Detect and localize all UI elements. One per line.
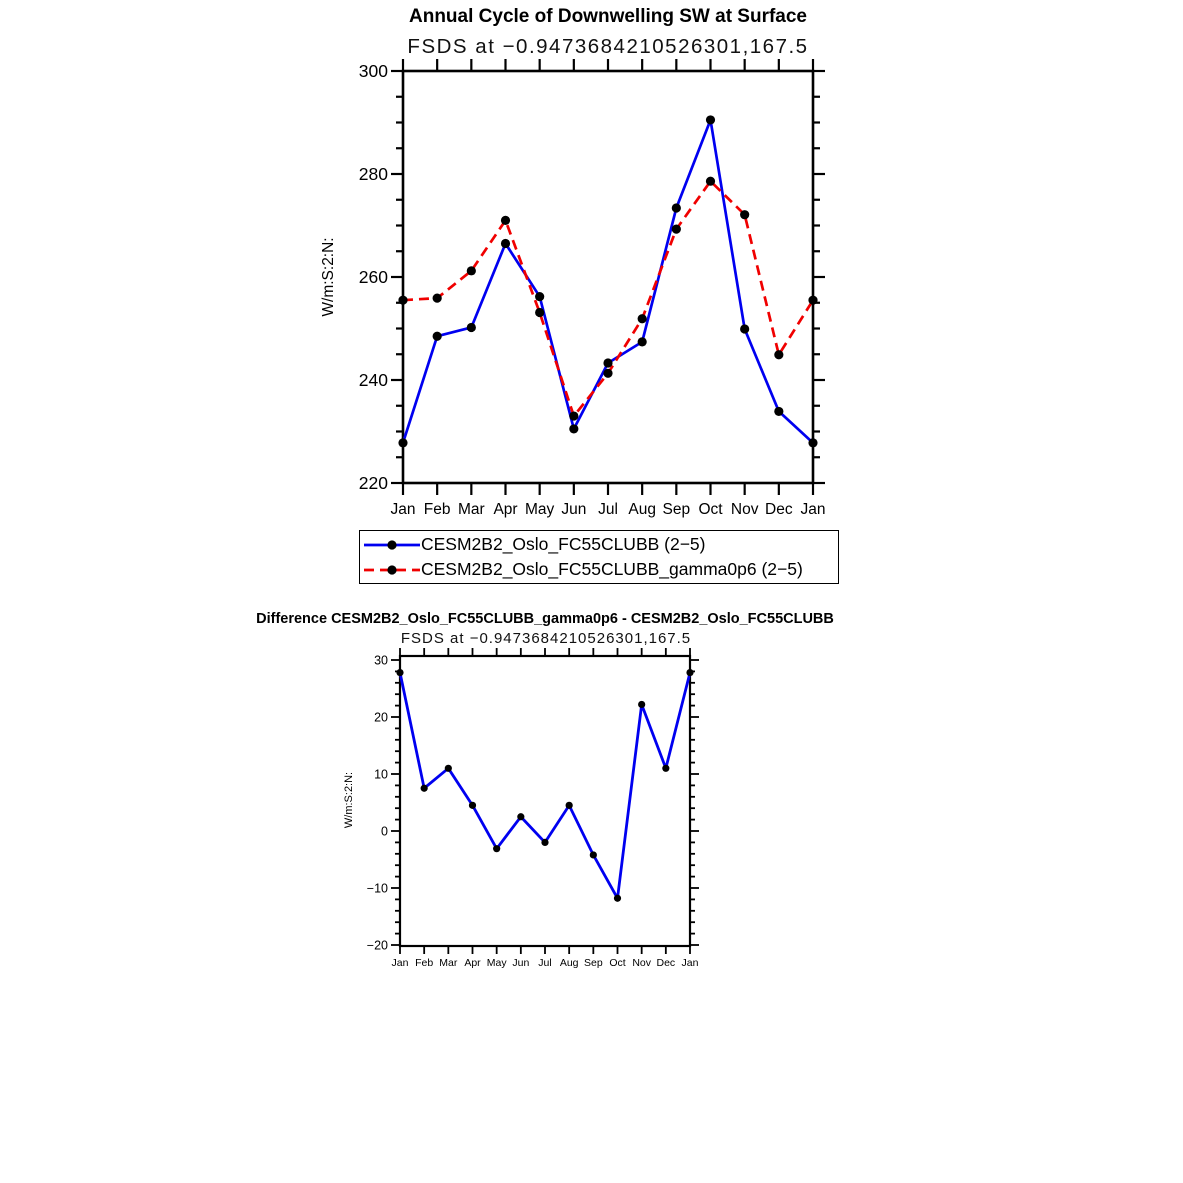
legend-label-1: CESM2B2_Oslo_FC55CLUBB (2−5)	[421, 534, 706, 554]
y-tick-label: 10	[374, 767, 388, 782]
month-tick-label: May	[525, 501, 555, 518]
data-point-marker-0	[445, 765, 452, 772]
data-point-marker-0	[396, 669, 403, 676]
legend	[359, 530, 839, 584]
y-tick-label: 0	[381, 824, 388, 839]
y-tick-label: −10	[366, 881, 388, 896]
data-point-marker-0	[740, 324, 749, 333]
data-point-marker-0	[398, 438, 407, 447]
month-tick-label: Feb	[423, 501, 451, 518]
month-tick-label: Jul	[538, 957, 552, 969]
month-tick-label: Jan	[800, 501, 826, 518]
data-point-marker-0	[517, 813, 524, 820]
month-tick-label: Jun	[512, 957, 530, 969]
month-tick-label: Sep	[662, 501, 691, 518]
data-point-marker-1	[535, 308, 544, 317]
data-point-marker-0	[590, 851, 597, 858]
y-tick-label: −20	[366, 938, 388, 953]
legend-sample-dashed-line	[363, 563, 421, 577]
chart1-subtitle: FSDS at −0.9473684210526301,167.5	[407, 35, 809, 58]
chart1-title: Annual Cycle of Downwelling SW at Surface	[409, 6, 807, 27]
month-tick-label: Nov	[632, 957, 652, 969]
legend-sample-solid-line	[363, 538, 421, 552]
difference-chart	[343, 648, 699, 969]
data-point-marker-0	[672, 203, 681, 212]
y-tick-label: 260	[358, 267, 388, 288]
data-point-marker-0	[433, 332, 442, 341]
month-tick-label: Jun	[561, 501, 587, 518]
data-point-marker-0	[541, 839, 548, 846]
data-point-marker-0	[638, 701, 645, 708]
data-point-marker-0	[662, 765, 669, 772]
data-point-marker-0	[421, 785, 428, 792]
month-tick-label: Oct	[609, 957, 626, 969]
data-point-marker-1	[603, 369, 612, 378]
series-line-0	[403, 120, 813, 443]
month-tick-label: Feb	[415, 957, 434, 969]
data-point-marker-0	[603, 358, 612, 367]
data-point-marker-1	[501, 216, 510, 225]
y-axis-label: W/m:S:2:N:	[320, 237, 337, 317]
series-line-1	[403, 181, 813, 416]
data-point-marker-0	[493, 845, 500, 852]
chart2-subtitle: FSDS at −0.9473684210526301,167.5	[400, 630, 692, 647]
month-tick-label: May	[486, 957, 507, 969]
data-point-marker-1	[808, 296, 817, 305]
month-tick-label: Dec	[765, 501, 793, 518]
data-point-marker-0	[614, 895, 621, 902]
data-point-marker-0	[467, 323, 476, 332]
legend-marker-dot	[387, 565, 396, 574]
month-tick-label: Apr	[464, 957, 481, 969]
data-point-marker-0	[569, 424, 578, 433]
data-point-marker-1	[740, 210, 749, 219]
y-tick-label: 30	[374, 653, 388, 668]
month-tick-label: Nov	[730, 501, 759, 518]
legend-marker-dot	[387, 540, 396, 549]
data-point-marker-1	[672, 225, 681, 234]
month-tick-label: Oct	[698, 501, 723, 518]
month-tick-label: Apr	[493, 501, 518, 518]
annual-cycle-chart	[320, 59, 826, 518]
y-tick-label: 300	[358, 61, 388, 82]
data-point-marker-0	[774, 407, 783, 416]
y-tick-label: 280	[358, 164, 388, 185]
data-point-marker-0	[638, 337, 647, 346]
y-tick-label: 240	[358, 370, 388, 391]
data-point-marker-1	[433, 294, 442, 303]
month-tick-label: Mar	[439, 957, 458, 969]
data-point-marker-1	[638, 314, 647, 323]
month-tick-label: Dec	[656, 957, 676, 969]
chart2-title: Difference CESM2B2_Oslo_FC55CLUBB_gamma0p6 - CESM2B2_Oslo_FC55CLUBB	[256, 611, 834, 627]
data-point-marker-1	[706, 177, 715, 186]
data-point-marker-1	[774, 350, 783, 359]
data-point-marker-0	[469, 802, 476, 809]
data-point-marker-1	[467, 266, 476, 275]
month-tick-label: Jan	[391, 957, 409, 969]
month-tick-label: Jan	[681, 957, 699, 969]
data-point-marker-1	[569, 411, 578, 420]
series-line-0	[400, 673, 690, 899]
month-tick-label: Jan	[390, 501, 416, 518]
axis-frame	[400, 656, 690, 946]
y-tick-label: 20	[374, 710, 388, 725]
data-point-marker-0	[501, 239, 510, 248]
data-point-marker-0	[706, 115, 715, 124]
y-axis-label: W/m:S:2:N:	[343, 771, 355, 829]
month-tick-label: Jul	[598, 501, 618, 518]
data-point-marker-0	[686, 669, 693, 676]
data-point-marker-0	[535, 292, 544, 301]
legend-label-2: CESM2B2_Oslo_FC55CLUBB_gamma0p6 (2−5)	[421, 559, 803, 579]
data-point-marker-0	[566, 802, 573, 809]
month-tick-label: Aug	[628, 501, 656, 518]
data-point-marker-0	[808, 438, 817, 447]
month-tick-label: Sep	[583, 957, 603, 969]
legend-row-2	[360, 557, 838, 582]
month-tick-label: Mar	[457, 501, 485, 518]
legend-row-1	[360, 532, 838, 557]
month-tick-label: Aug	[559, 957, 579, 969]
y-tick-label: 220	[358, 473, 388, 494]
data-point-marker-1	[398, 296, 407, 305]
